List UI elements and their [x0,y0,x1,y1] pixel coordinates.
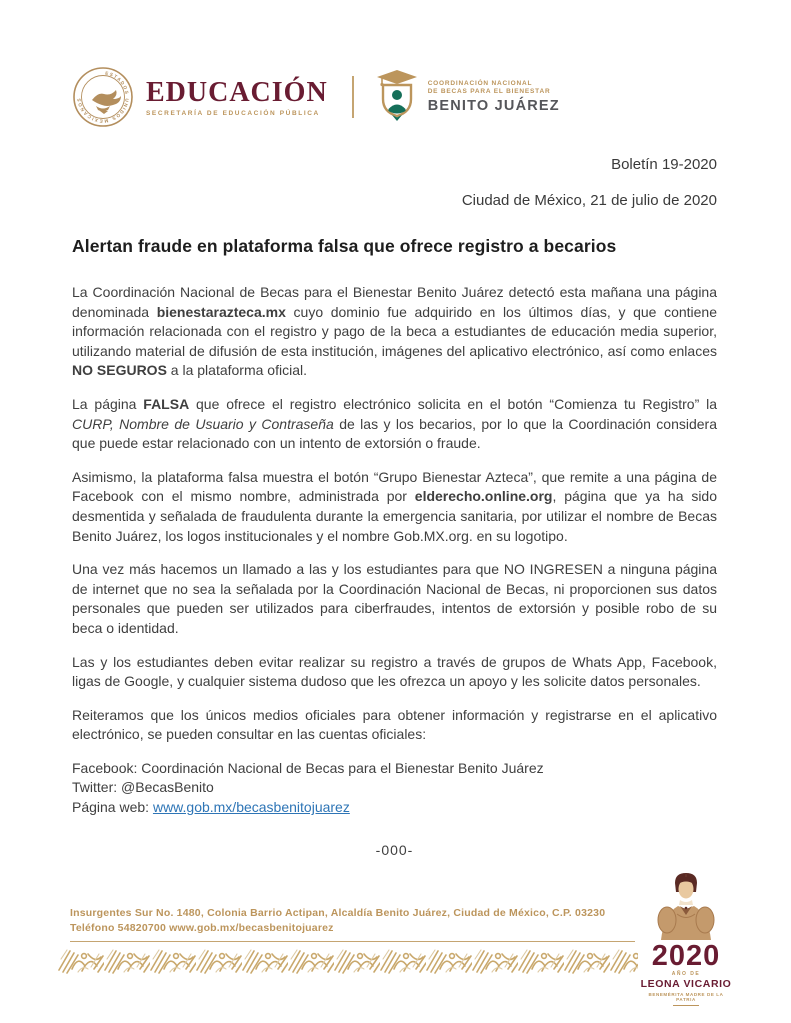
paragraph-6: Reiteramos que los únicos medios oficiales para obtener información y registrarse en el aplicativo electrónico, se pueden consultar en las cuentas oficiales: [72,706,717,743]
footer-address-line1: Insurgentes Sur No. 1480, Colonia Barrio Actipan, Alcaldía Benito Juárez, Ciudad de México, C.P. 03230 [70,907,606,919]
footer-rule [70,941,635,942]
educacion-title: EDUCACIÓN [146,76,328,108]
meta [72,156,717,209]
leona-year: 2020 [651,940,721,972]
end-divider: -000- [375,841,414,858]
paragraph-1: La Coordinación Nacional de Becas para el Bienestar Benito Juárez detectó esta mañana una página denominada bienestarazteca.mx cuyo dominio fue adquirido en los últimos días, y que contiene información relacionada con el registro y pago de la beca a estudiantes de educación media superior, utilizando material de difusión de esta institución, imágenes del aplicativo electrónico, así como enlaces NO SEGUROS a la plataforma oficial. [72,284,717,379]
web-label: Página web: [72,799,150,816]
leona-ano-de: AÑO DE [671,971,701,977]
contact-web [72,798,717,818]
facebook-label: Facebook: [72,759,138,776]
becas-line2: DE BECAS PARA EL BIENESTAR [427,88,551,95]
contact-twitter [72,778,717,798]
footer-address-line2: Teléfono 54820700 www.gob.mx/becasbenitojuarez [70,922,334,934]
educacion-wordmark [146,78,328,117]
svg-text:ESTADOS UNIDOS MEXICANOS: ESTADOS UNIDOS MEXICANOS [76,70,130,124]
leona-vicario-logo [638,870,734,1010]
paragraph-2: La página FALSA que ofrece el registro electrónico solicita en el botón “Comienza tu Registro” la CURP, Nombre de Usuario y Contraseña de las y los becarios, por lo que la Coordinación considera que puede estar relacionado con un intento de extorsión o fraude. [72,395,718,452]
becas-line1: COORDINACIÓN NACIONAL [427,80,533,87]
facebook-value: Coordinación Nacional de Becas para el Bienestar Benito Juárez [141,759,544,776]
header [72,64,717,130]
bulletin-number: Boletín 19-2020 [611,156,717,173]
leona-subtitle: BENEMÉRITA MADRE DE LA PATRIA [648,992,724,1002]
twitter-label: Twitter: [72,779,118,796]
footer-address [70,906,630,936]
leona-underline [673,1005,699,1006]
becas-name: BENITO JUÁREZ [427,98,560,114]
contact-facebook [72,759,717,779]
becas-shield-icon [374,69,420,125]
page-title: Alertan fraude en plataforma falsa que ofrece registro a becarios [72,236,617,256]
paragraph-4: Una vez más hacemos un llamado a las y los estudiantes para que NO INGRESEN a ninguna página de internet que no sea la señalada por la Coordinación Nacional de Becas, ni proporcionen sus datos personales que pueden ser utilizados para ciberfraudes, intentos de extorsión y posible robo de su beca o identidad. [72,561,717,636]
paragraph-5: Las y los estudiantes deben evitar realizar su registro a través de grupos de Whats App, Facebook, ligas de Google, y cualquier sistema dudoso que les ofrezca un apoyo y les solicite datos personales. [72,653,717,690]
web-link[interactable]: www.gob.mx/becasbenitojuarez [152,799,350,816]
twitter-value: @BecasBenito [121,779,214,796]
educacion-subtitle: SECRETARÍA DE EDUCACIÓN PÚBLICA [146,109,320,117]
official-accounts [72,759,717,818]
logo-divider [352,76,354,118]
leona-vicario-portrait [647,870,725,942]
body-text [72,283,717,745]
dateline: Ciudad de México, 21 de julio de 2020 [461,192,717,209]
greca-pattern [58,947,638,974]
becas-wordmark [428,80,560,114]
mexico-eagle-seal-icon [72,66,134,128]
leona-name: LEONA VICARIO [640,978,732,990]
paragraph-3: Asimismo, la plataforma falsa muestra el botón “Grupo Bienestar Azteca”, que remite a una página de Facebook con el mismo nombre, administrada por elderecho.online.org, página que ya ha sido desmentida y señalada de fraudulenta durante la emergencia sanitaria, por utilizar el nombre de Becas Benito Juárez, los logos institucionales y el nombre Gob.MX.org. en su logotipo. [72,468,717,544]
